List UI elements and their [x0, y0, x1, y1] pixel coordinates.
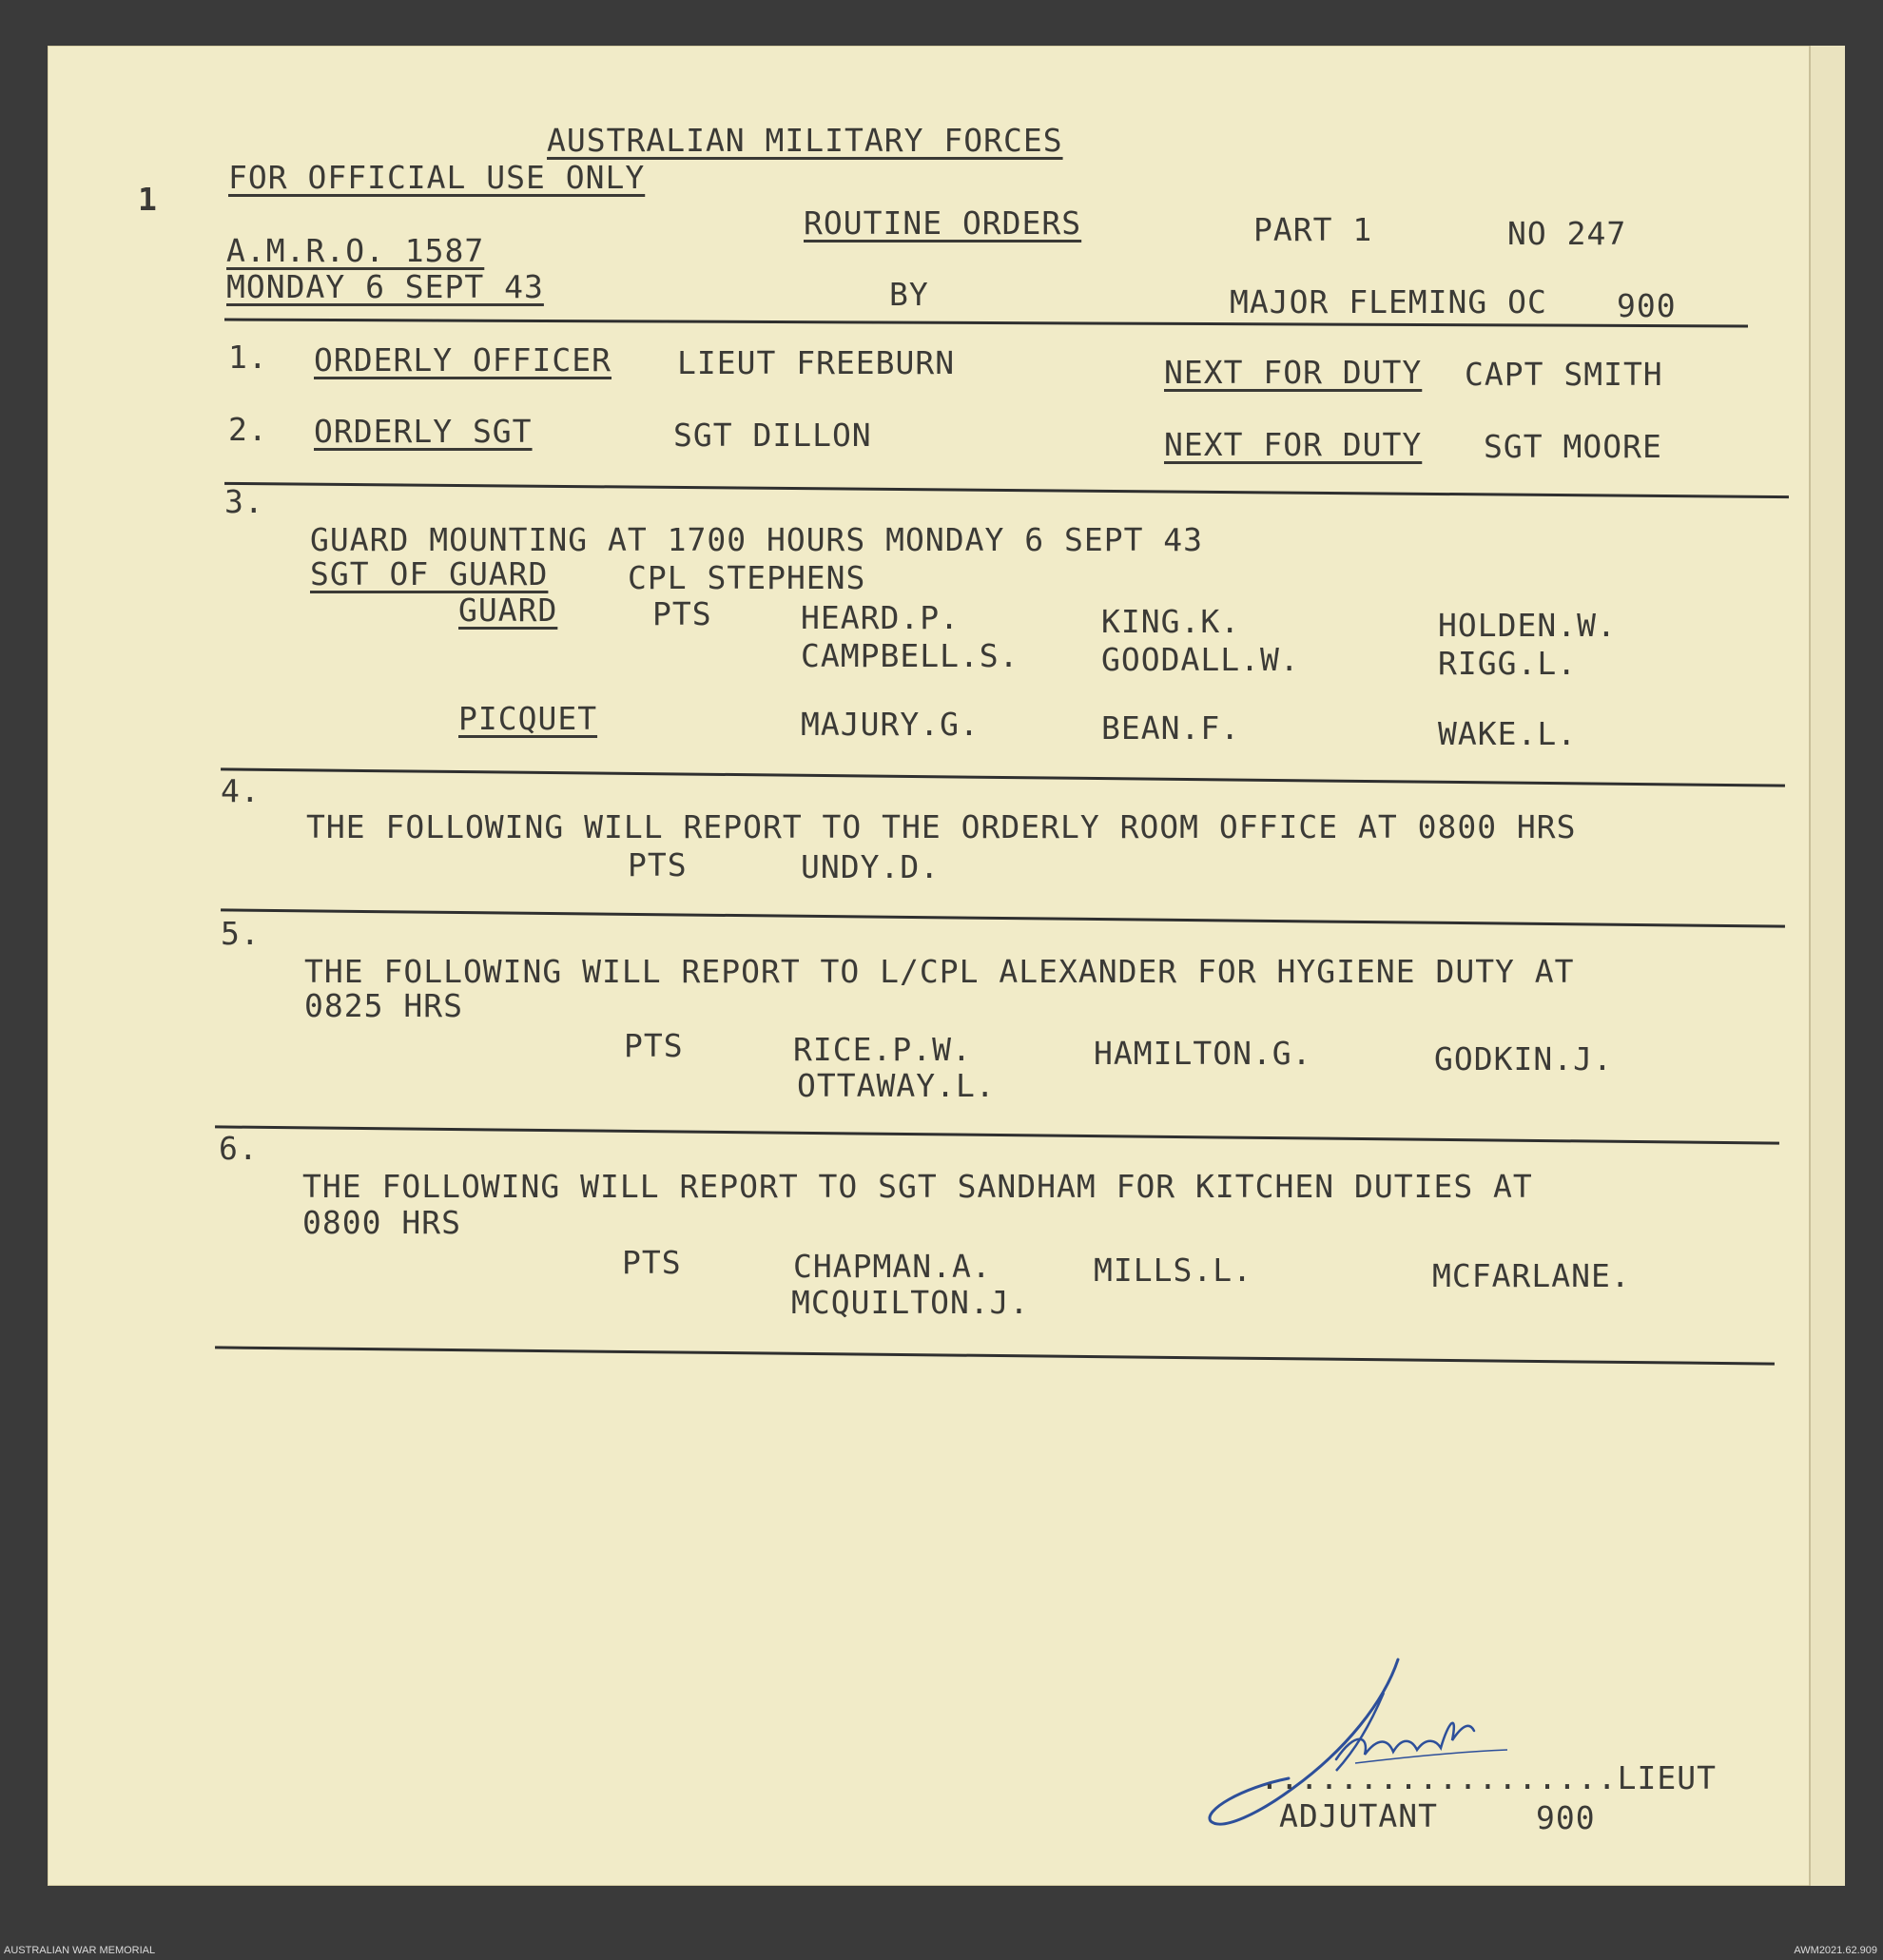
- archive-id: AWM2021.62.909: [1794, 1945, 1877, 1956]
- signature-line: ..................LIEUT: [1260, 1759, 1717, 1796]
- picquet-label: PICQUET: [458, 700, 598, 737]
- guard-name: HOLDEN.W.: [1438, 607, 1617, 644]
- reference-number: A.M.R.O. 1587: [226, 232, 485, 269]
- order-number: NO 247: [1507, 215, 1627, 252]
- item-2-next-label: NEXT FOR DUTY: [1164, 426, 1423, 463]
- item-6-text: THE FOLLOWING WILL REPORT TO SGT SANDHAM FOR KITCHEN DUTIES AT: [302, 1168, 1533, 1205]
- item-5-name: HAMILTON.G.: [1094, 1035, 1312, 1072]
- by-label: BY: [889, 276, 929, 313]
- item-5-text: THE FOLLOWING WILL REPORT TO L/CPL ALEXANDER FOR HYGIENE DUTY AT: [304, 953, 1575, 990]
- classification: FOR OFFICIAL USE ONLY: [228, 159, 646, 196]
- item-6-name: MCFARLANE.: [1432, 1257, 1631, 1294]
- item-5-name: RICE.P.W.: [793, 1031, 972, 1068]
- signature-unit: 900: [1536, 1799, 1596, 1836]
- item-2-label: ORDERLY SGT: [314, 413, 533, 450]
- guard-name: HEARD.P.: [801, 599, 960, 636]
- sgt-of-guard-name: CPL STEPHENS: [628, 559, 866, 596]
- item-4-text: THE FOLLOWING WILL REPORT TO THE ORDERLY ROOM OFFICE AT 0800 HRS: [306, 808, 1577, 845]
- guard-name: KING.K.: [1101, 603, 1241, 640]
- item-5-number: 5.: [221, 915, 261, 952]
- item-5-time: 0825 HRS: [304, 987, 463, 1024]
- item-1-name: LIEUT FREEBURN: [677, 344, 956, 381]
- picquet-name: MAJURY.G.: [801, 706, 980, 743]
- item-6-name: MILLS.L.: [1094, 1252, 1252, 1289]
- item-6-number: 6.: [219, 1130, 259, 1167]
- item-2-number: 2.: [228, 411, 268, 448]
- item-2-name: SGT DILLON: [673, 417, 872, 454]
- item-3-number: 3.: [224, 483, 264, 520]
- item-4-pts: PTS: [628, 846, 688, 883]
- guard-name: RIGG.L.: [1438, 645, 1578, 682]
- item-1-label: ORDERLY OFFICER: [314, 341, 612, 378]
- guard-pts: PTS: [652, 595, 712, 632]
- sgt-of-guard-label: SGT OF GUARD: [310, 555, 549, 592]
- item-1-number: 1.: [228, 339, 268, 376]
- item-5-name: OTTAWAY.L.: [797, 1067, 996, 1104]
- signature-role: ADJUTANT: [1279, 1797, 1438, 1834]
- picquet-name: BEAN.F.: [1101, 709, 1241, 747]
- org-heading: AUSTRALIAN MILITARY FORCES: [547, 122, 1063, 159]
- page-edge: [1809, 46, 1845, 1886]
- item-2-next-name: SGT MOORE: [1484, 428, 1662, 465]
- part-number: PART 1: [1253, 211, 1373, 248]
- picquet-name: WAKE.L.: [1438, 715, 1578, 752]
- issue-date: MONDAY 6 SEPT 43: [226, 268, 544, 305]
- item-6-pts: PTS: [622, 1244, 682, 1281]
- margin-mark: 1: [138, 181, 158, 218]
- doc-title: ROUTINE ORDERS: [804, 204, 1082, 242]
- item-6-time: 0800 HRS: [302, 1204, 461, 1241]
- guard-name: GOODALL.W.: [1101, 641, 1300, 678]
- guard-label: GUARD: [458, 592, 558, 629]
- archive-credit: AUSTRALIAN WAR MEMORIAL: [4, 1945, 156, 1956]
- issuer: MAJOR FLEMING OC: [1230, 283, 1547, 320]
- item-4-number: 4.: [221, 772, 261, 809]
- guard-name: CAMPBELL.S.: [801, 637, 1019, 674]
- item-3-text: GUARD MOUNTING AT 1700 HOURS MONDAY 6 SEPT 43: [310, 521, 1204, 558]
- item-1-next-label: NEXT FOR DUTY: [1164, 354, 1423, 391]
- item-6-name: CHAPMAN.A.: [793, 1248, 992, 1285]
- item-4-name: UNDY.D.: [801, 848, 941, 885]
- item-5-name: GODKIN.J.: [1434, 1040, 1613, 1077]
- item-5-pts: PTS: [624, 1027, 684, 1064]
- item-6-name: MCQUILTON.J.: [791, 1284, 1030, 1321]
- item-1-next-name: CAPT SMITH: [1465, 356, 1663, 393]
- unit-number: 900: [1617, 287, 1677, 324]
